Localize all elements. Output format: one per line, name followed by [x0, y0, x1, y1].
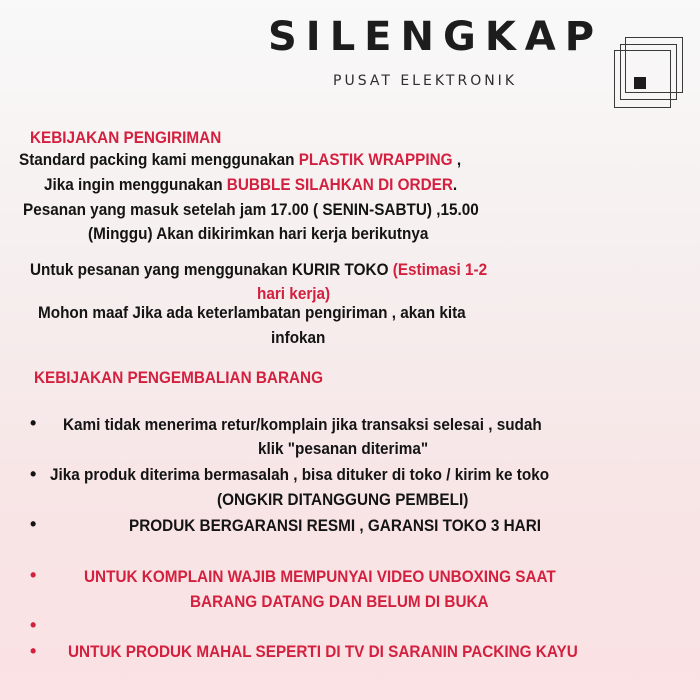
return-item: Jika produk diterima bermasalah , bisa dituker di toko / kirim ke toko — [50, 465, 550, 484]
returns-policy-heading: KEBIJAKAN PENGEMBALIAN BARANG — [34, 368, 324, 387]
shipping-text-line: Standard packing kami menggunakan PLASTIK WRAPPING , — [19, 150, 462, 169]
brand-tagline: PUSAT ELEKTRONIK — [333, 73, 517, 89]
bullet-icon: • — [30, 615, 37, 635]
shipping-text-line: Jika ingin menggunakan BUBBLE SILAHKAN DI ORDER. — [44, 175, 458, 194]
bullet-icon: • — [30, 514, 37, 534]
bullet-icon: • — [30, 641, 37, 661]
shipping-text-line: Pesanan yang masuk setelah jam 17.00 ( SENIN-SABTU) ,15.00 — [23, 200, 479, 219]
return-item: klik "pesanan diterima" — [258, 439, 429, 458]
shipping-text-line: (Minggu) Akan dikirimkan hari kerja berikutnya — [88, 224, 429, 243]
return-red-item: UNTUK PRODUK MAHAL SEPERTI DI TV DI SARANIN PACKING KAYU — [68, 642, 578, 661]
brand-name: SILENGKAP — [268, 14, 604, 60]
overlapping-squares-icon — [610, 34, 690, 112]
return-red-item: UNTUK KOMPLAIN WAJIB MEMPUNYAI VIDEO UNBOXING SAAT — [84, 567, 556, 586]
return-item: (ONGKIR DITANGGUNG PEMBELI) — [217, 490, 469, 509]
bullet-icon: • — [30, 565, 37, 585]
courier-text-line: Untuk pesanan yang menggunakan KURIR TOKO (Estimasi 1-2 — [30, 260, 488, 279]
return-red-item: BARANG DATANG DAN BELUM DI BUKA — [190, 592, 489, 611]
bullet-icon: • — [30, 464, 37, 484]
bullet-icon: • — [30, 413, 37, 433]
shipping-policy-heading: KEBIJAKAN PENGIRIMAN — [30, 128, 222, 147]
return-item: PRODUK BERGARANSI RESMI , GARANSI TOKO 3 HARI — [129, 516, 542, 535]
courier-text-line: hari kerja) — [257, 284, 331, 303]
apology-text-line: infokan — [271, 328, 326, 347]
apology-text-line: Mohon maaf Jika ada keterlambatan pengiriman , akan kita — [38, 303, 466, 322]
return-item: Kami tidak menerima retur/komplain jika transaksi selesai , sudah — [63, 415, 542, 434]
